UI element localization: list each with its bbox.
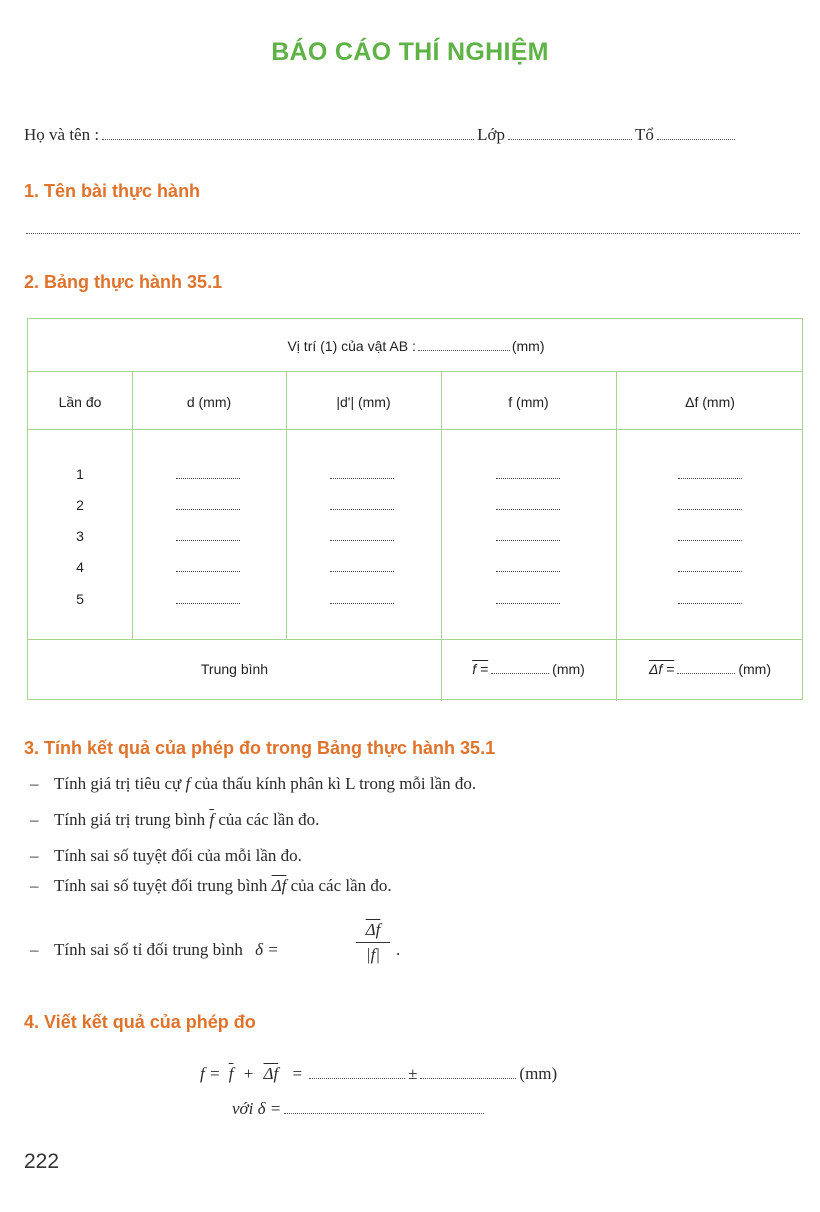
row-number: 5 xyxy=(76,591,84,607)
experiment-name-field[interactable] xyxy=(26,232,800,234)
list-item: – Tính giá trị tiêu cự f của thấu kính phân kì L trong mỗi lần đo. xyxy=(30,774,477,793)
group-field[interactable] xyxy=(657,138,735,140)
row-number: 1 xyxy=(76,466,84,482)
column-header: |d'| (mm) xyxy=(336,394,391,410)
column-header: Δf (mm) xyxy=(685,394,735,410)
relative-error-line xyxy=(232,1099,487,1119)
d-field[interactable] xyxy=(176,602,240,604)
class-label: Lớp xyxy=(477,125,505,144)
f-field[interactable] xyxy=(496,570,560,572)
section-3-heading: 3. Tính kết quả của phép đo trong Bảng thực hành 35.1 xyxy=(24,738,496,758)
section-4-heading: 4. Viết kết quả của phép đo xyxy=(24,1012,256,1032)
f-field[interactable] xyxy=(496,539,560,541)
table-divider xyxy=(441,371,442,701)
f-symbol: f xyxy=(185,774,191,793)
f-average-field[interactable] xyxy=(491,672,549,674)
plus-sign: + xyxy=(243,1064,254,1083)
row-number: 3 xyxy=(76,528,84,544)
f-field[interactable] xyxy=(496,602,560,604)
group-label: Tổ xyxy=(634,125,654,144)
delta-f-field[interactable] xyxy=(678,602,742,604)
section-2-heading: 2. Bảng thực hành 35.1 xyxy=(24,272,223,292)
result-value-field[interactable] xyxy=(309,1077,405,1079)
row-number: 4 xyxy=(76,559,84,575)
position-row xyxy=(28,338,804,354)
f-average-cell xyxy=(441,661,616,677)
d-prime-field[interactable] xyxy=(330,508,394,510)
row-number: 2 xyxy=(76,497,84,513)
delta-f-bar-symbol: $\overline{\Delta f}$ xyxy=(263,1064,279,1083)
result-unit: (mm) xyxy=(519,1064,558,1083)
fraction-numerator: $\overline{\Delta f}$ xyxy=(365,920,381,939)
table-divider xyxy=(132,371,133,639)
list-item: – Tính sai số tuyệt đối trung bình $\overline{\Delta f}$ của các lần đo. xyxy=(30,876,392,895)
list-item: – Tính giá trị trung bình $\overline{f}$ của các lần đo. xyxy=(30,810,320,829)
delta-symbol: δ = xyxy=(255,940,279,959)
delta-f-average-unit: (mm) xyxy=(738,661,771,677)
f-bar-symbol: $\overline{f}$ xyxy=(209,810,215,829)
d-field[interactable] xyxy=(176,570,240,572)
f-field[interactable] xyxy=(496,477,560,479)
d-field[interactable] xyxy=(176,477,240,479)
d-field[interactable] xyxy=(176,508,240,510)
f-field[interactable] xyxy=(496,508,560,510)
column-header: d (mm) xyxy=(186,394,232,410)
relative-error-field[interactable] xyxy=(284,1112,484,1114)
class-field[interactable] xyxy=(508,138,632,140)
position-label: Vị trí (1) của vật AB : xyxy=(287,338,416,354)
list-item: – Tính sai số tỉ đối trung bình δ = xyxy=(30,940,279,959)
delta-f-bar-symbol: $\overline{\Delta f}$ xyxy=(271,876,287,895)
page-number: 222 xyxy=(24,1150,60,1173)
delta-f-average-label: Δf = xyxy=(648,661,675,677)
list-item: – Tính sai số tuyệt đối của mỗi lần đo. xyxy=(30,846,302,865)
position-field[interactable] xyxy=(418,349,510,351)
d-prime-field[interactable] xyxy=(330,602,394,604)
delta-f-field[interactable] xyxy=(678,570,742,572)
result-formula xyxy=(200,1064,557,1084)
name-label: Họ và tên : xyxy=(24,125,100,144)
table-divider xyxy=(28,639,802,640)
position-unit: (mm) xyxy=(511,338,545,354)
section-1-heading: 1. Tên bài thực hành xyxy=(24,181,201,201)
delta-f-average-field[interactable] xyxy=(677,672,735,674)
f-average-unit: (mm) xyxy=(552,661,585,677)
delta-f-field[interactable] xyxy=(678,508,742,510)
f-bar-symbol: $\overline{f}$ xyxy=(228,1064,234,1083)
fraction-period: . xyxy=(396,940,401,959)
delta-fraction xyxy=(356,920,390,965)
d-prime-field[interactable] xyxy=(330,570,394,572)
table-divider xyxy=(28,371,802,372)
fraction-denominator: |f| xyxy=(365,945,381,964)
d-prime-field[interactable] xyxy=(330,539,394,541)
f-symbol: f = xyxy=(200,1064,221,1083)
with-delta-label: với δ = xyxy=(232,1099,282,1118)
f-average-label: f = xyxy=(472,661,489,677)
practice-table xyxy=(27,318,803,700)
delta-f-average-cell xyxy=(616,661,804,677)
student-info-line xyxy=(24,125,738,145)
page-title: BÁO CÁO THÍ NGHIỆM xyxy=(271,38,549,66)
result-error-field[interactable] xyxy=(420,1077,516,1079)
table-divider xyxy=(616,371,617,701)
d-prime-field[interactable] xyxy=(330,477,394,479)
delta-f-field[interactable] xyxy=(678,539,742,541)
table-divider xyxy=(286,371,287,639)
column-header: Lần đo xyxy=(58,394,102,410)
column-header: f (mm) xyxy=(508,394,549,410)
plus-minus-sign: ± xyxy=(408,1064,418,1083)
average-label: Trung bình xyxy=(200,661,269,677)
table-divider xyxy=(28,429,802,430)
name-field[interactable] xyxy=(102,138,474,140)
d-field[interactable] xyxy=(176,539,240,541)
delta-f-field[interactable] xyxy=(678,477,742,479)
equals-sign: = xyxy=(292,1064,303,1083)
